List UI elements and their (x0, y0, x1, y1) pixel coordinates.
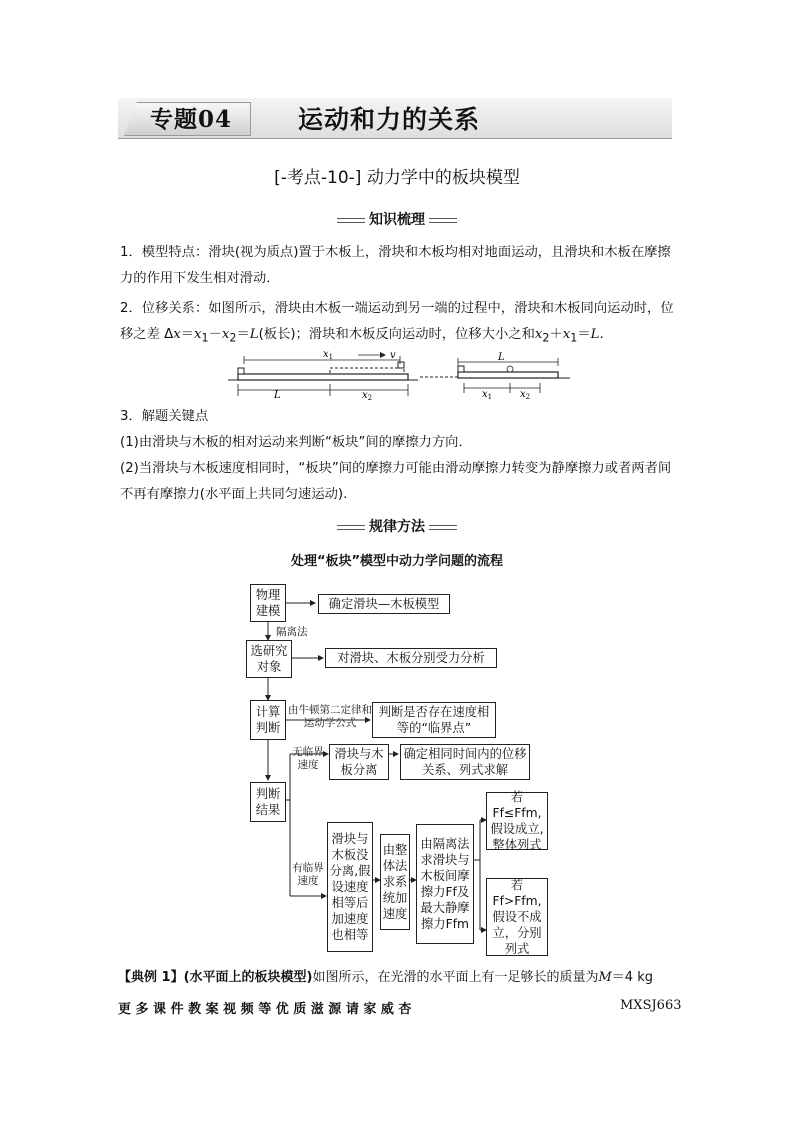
flow-box-calculate: 计算判断 (250, 700, 286, 740)
example-mass-value: ＝4 kg (611, 970, 653, 985)
x1-label-right: $x_1$ (482, 389, 493, 400)
method-label: 规律方法 (365, 519, 429, 535)
flow-box-separation: 滑块与木板分离 (329, 744, 389, 780)
knowledge-section-header (337, 208, 457, 230)
flowchart-title: 处理“板块”模型中动力学问题的流程 (290, 554, 504, 569)
flow-box-force-analysis: 对滑块、木板分别受力分析 (325, 648, 497, 668)
label-newton-law: 由牛顿第二定律和运动学公式 (288, 704, 372, 729)
example-mass-var: M (598, 970, 612, 985)
topic-number: 专题04 (150, 106, 233, 133)
key-point-1: (1)由滑块与木板的相对运动来判断“板块”间的摩擦力方向． (120, 435, 472, 450)
x1-label: $x_1$ (323, 350, 334, 361)
figure-same-direction (228, 350, 418, 400)
paragraph-model-features: 1．模型特点：滑块(视为质点)置于木板上，滑块和木板均相对地面运动，且滑块和木板在摩擦力的作用下发生相对滑动． (120, 245, 671, 286)
knowledge-text (120, 240, 680, 352)
flow-box-modeling: 物理建模 (250, 584, 286, 622)
example-text: 如图所示，在光滑的水平面上有一足够长的质量为 (312, 970, 599, 985)
flow-box-select-object: 选研究对象 (246, 640, 292, 678)
flow-box-solve-displacement: 确定相同时间内的位移关系、列式求解 (400, 744, 530, 780)
footer-right: MXSJ663 (620, 998, 682, 1013)
x2-label-right: $x_2$ (520, 389, 531, 400)
flow-box-assume-equal: 滑块与木板没分离,假设速度相等后加速度也相等 (327, 822, 373, 952)
example-1 (118, 966, 698, 985)
label-no-critical: 无临界速度 (292, 746, 324, 771)
flow-box-critical-point: 判断是否存在速度相等的“临界点” (372, 702, 496, 738)
section-subtitle: [-考点-10-] 动力学中的板块模型 (274, 168, 520, 188)
flow-box-assumption-invalid: 若Ff>Ffm,假设不成立，分别列式 (486, 878, 548, 956)
knowledge-label: 知识梳理 (365, 212, 429, 228)
flow-box-whole-system: 由整体法求系统加速度 (380, 834, 410, 930)
paragraph-displacement: 2．位移关系：如图所示，滑块由木板一端运动到另一端的过程中，滑块和木板同向运动时，位移之差 $\Delta x=x_1-x_2=L$(板长)；滑块和木板反向运动时，位移大小之和$x_2+x_1=L$. (120, 301, 674, 345)
flow-box-establish-model: 确定滑块—木板模型 (318, 594, 450, 614)
velocity-label: v (390, 350, 396, 361)
flow-box-friction-calc: 由隔离法求滑块与木板间摩擦力Ff及最大静摩擦力Ffm (416, 824, 474, 944)
footer-left: 更 多 课 件 教 案 视 频 等 优 质 滋 源 请 家 威 杏 (118, 1002, 412, 1017)
key-points (120, 404, 680, 508)
example-tag: 【典例 1】 (118, 970, 184, 985)
topic-title: 运动和力的关系 (298, 105, 481, 134)
label-isolation-method: 隔离法 (276, 626, 308, 638)
plank-length-label-right: L (498, 352, 505, 363)
figure-opposite-direction (420, 350, 570, 400)
plank-length-label: L (274, 390, 281, 400)
flow-box-assumption-valid: 若Ff≤Ffm,假设成立,整体列式 (486, 792, 548, 850)
example-topic: (水平面上的板块模型) (183, 970, 313, 985)
key-point-2: (2)当滑块与木板速度相同时，“板块”间的摩擦力可能由滑动摩擦力转变为静摩擦力或者两者间不再有摩擦力(水平面上共同匀速运动). (120, 461, 672, 502)
method-section-header (337, 515, 457, 537)
key-points-heading: 3．解题关键点 (120, 409, 209, 424)
topic-banner (118, 98, 672, 142)
label-has-critical: 有临界速度 (292, 862, 324, 887)
x2-label: $x_2$ (362, 390, 373, 400)
flow-box-result: 判断结果 (250, 782, 286, 822)
